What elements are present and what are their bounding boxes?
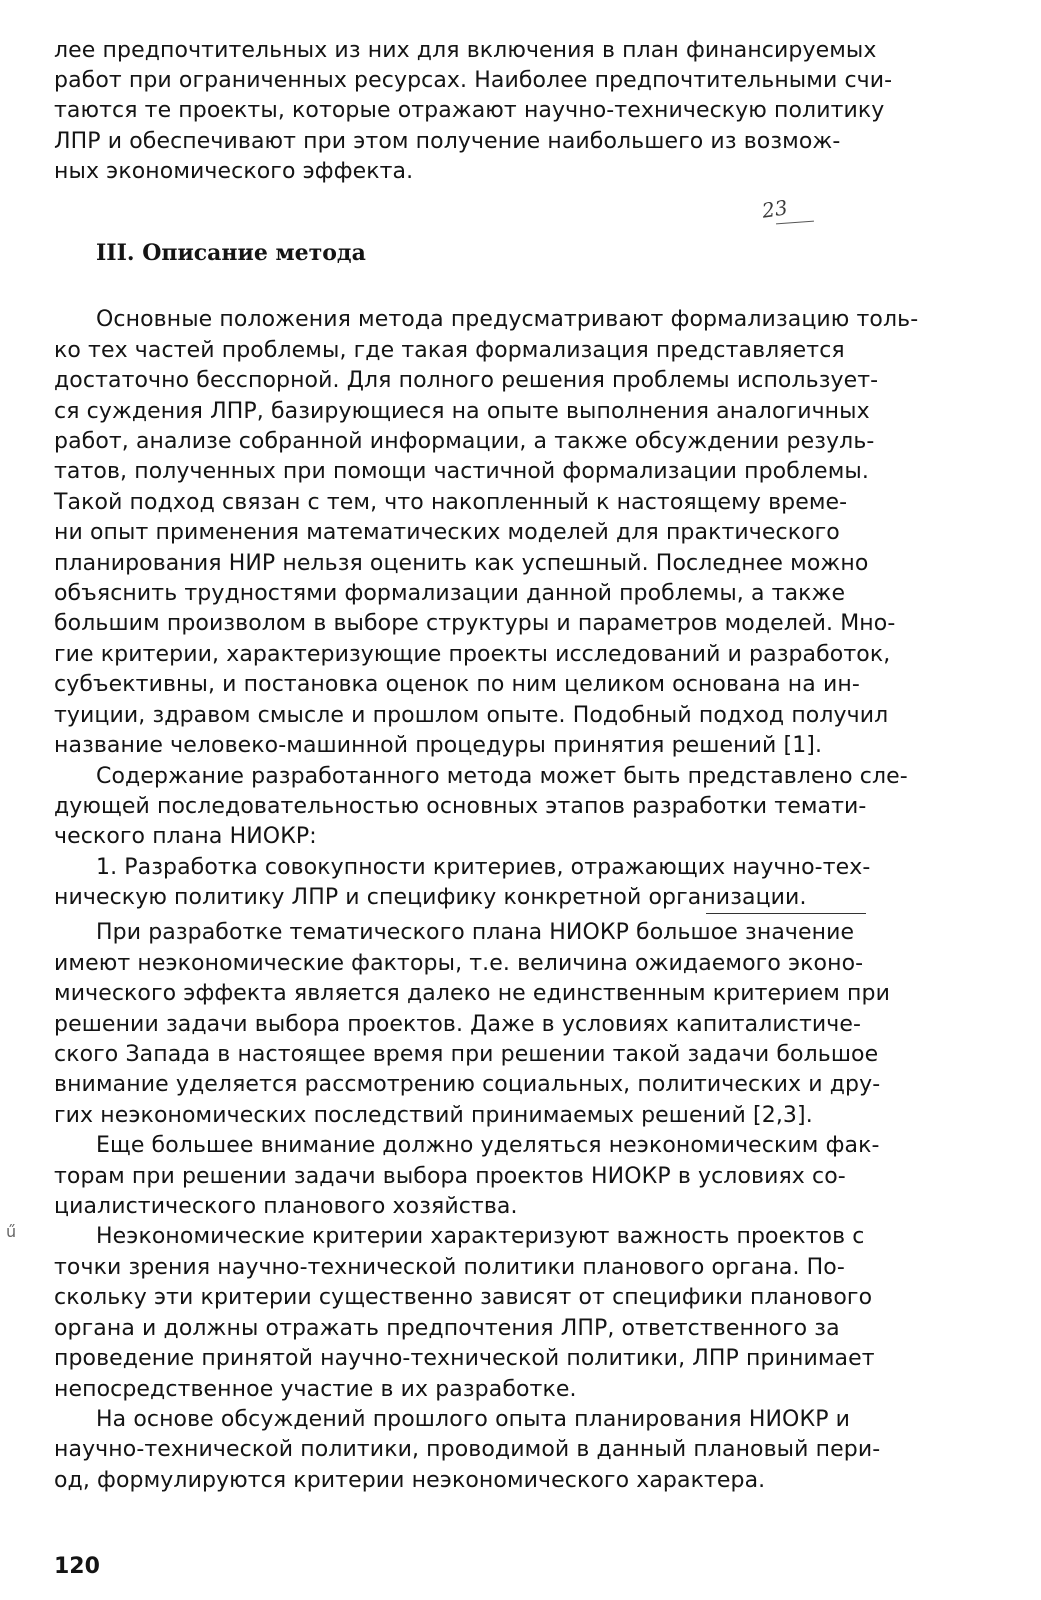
text-line: ся суждения ЛПР, базирующиеся на опыте выполнения аналогичных [54,399,870,424]
text-line: ЛПР и обеспечивают при этом получение наибольшего из возмож- [54,129,841,154]
text-line: од, формулируются критерии неэкономического характера. [54,1468,766,1493]
handwritten-underline [776,221,814,225]
text-line: Еще большее внимание должно уделяться неэкономическим фак- [96,1133,880,1158]
text-line: торам при решении задачи выбора проектов НИОКР в условиях со- [54,1164,846,1189]
text-line: Основные положения метода предусматривают формализацию толь- [96,307,919,332]
text-line: субъективны, и постановка оценок по ним целиком основана на ин- [54,672,860,697]
text-line: 1. Разработка совокупности критериев, отражающих научно-тех- [96,855,871,880]
text-line: ко тех частей проблемы, где такая формализация представляется [54,338,845,363]
text-line: циалистического планового хозяйства. [54,1194,518,1219]
text-line: работ при ограниченных ресурсах. Наиболее предпочтительными счи- [54,68,893,93]
text-line: решении задачи выбора проектов. Даже в условиях капиталистиче- [54,1012,862,1037]
text-line: объяснить трудностями формализации данной проблемы, а также [54,581,846,606]
margin-mark: ű [6,1222,17,1241]
text-line: непосредственное участие в их разработке. [54,1377,577,1402]
text-line: ского Запада в настоящее время при решении такой задачи большое [54,1042,879,1067]
text-line: научно-технической политики, проводимой в данный плановый пери- [54,1437,881,1462]
text-line: имеют неэкономические факторы, т.е. величина ожидаемого эконо- [54,951,864,976]
text-line: большим произволом в выборе структуры и параметров моделей. Мно- [54,611,896,636]
text-line: достаточно бесспорной. Для полного решения проблемы использует- [54,368,879,393]
text-line: таются те проекты, которые отражают научно-техническую политику [54,98,885,123]
text-line: ническую политику ЛПР и специфику конкретной организации. [54,885,807,910]
text-line: проведение принятой научно-технической политики, ЛПР принимает [54,1346,875,1371]
text-line: мического эффекта является далеко не единственным критерием при [54,981,891,1006]
text-line: Содержание разработанного метода может быть представлено сле- [96,764,908,789]
text-line: лее предпочтительных из них для включения в план финансируемых [54,38,877,63]
text-line: точки зрения научно-технической политики планового органа. По- [54,1255,845,1280]
pencil-underline [706,913,866,914]
text-line: планирования НИР нельзя оценить как успешный. Последнее можно [54,551,869,576]
text-line: дующей последовательностью основных этапов разработки темати- [54,794,867,819]
text-line: работ, анализе собранной информации, а также обсуждении резуль- [54,429,875,454]
text-line: Такой подход связан с тем, что накопленный к настоящему време- [54,490,848,515]
text-line: татов, полученных при помощи частичной формализации проблемы. [54,459,869,484]
text-line: название человеко-машинной процедуры принятия решений [1]. [54,733,823,758]
text-line: скольку эти критерии существенно зависят от специфики планового [54,1285,873,1310]
text-line: При разработке тематического плана НИОКР большое значение [96,920,855,945]
text-line: ных экономического эффекта. [54,159,414,184]
text-line: внимание уделяется рассмотрению социальных, политических и дру- [54,1072,881,1097]
text-line: гие критерии, характеризующие проекты исследований и разработок, [54,642,891,667]
text-line: ни опыт применения математических моделей для практического [54,520,840,545]
page-number: 120 [54,1554,100,1579]
section-heading: III. Описание метода [96,240,366,266]
text-line: ческого плана НИОКР: [54,824,317,849]
handwritten-note: 23 [760,195,789,223]
text-line: туиции, здравом смысле и прошлом опыте. Подобный подход получил [54,703,889,728]
text-line: гих неэкономических последствий принимаемых решений [2,3]. [54,1103,813,1128]
text-line: На основе обсуждений прошлого опыта планирования НИОКР и [96,1407,851,1432]
text-line: Неэкономические критерии характеризуют важность проектов с [96,1224,865,1249]
text-line: органа и должны отражать предпочтения ЛПР, ответственного за [54,1316,840,1341]
